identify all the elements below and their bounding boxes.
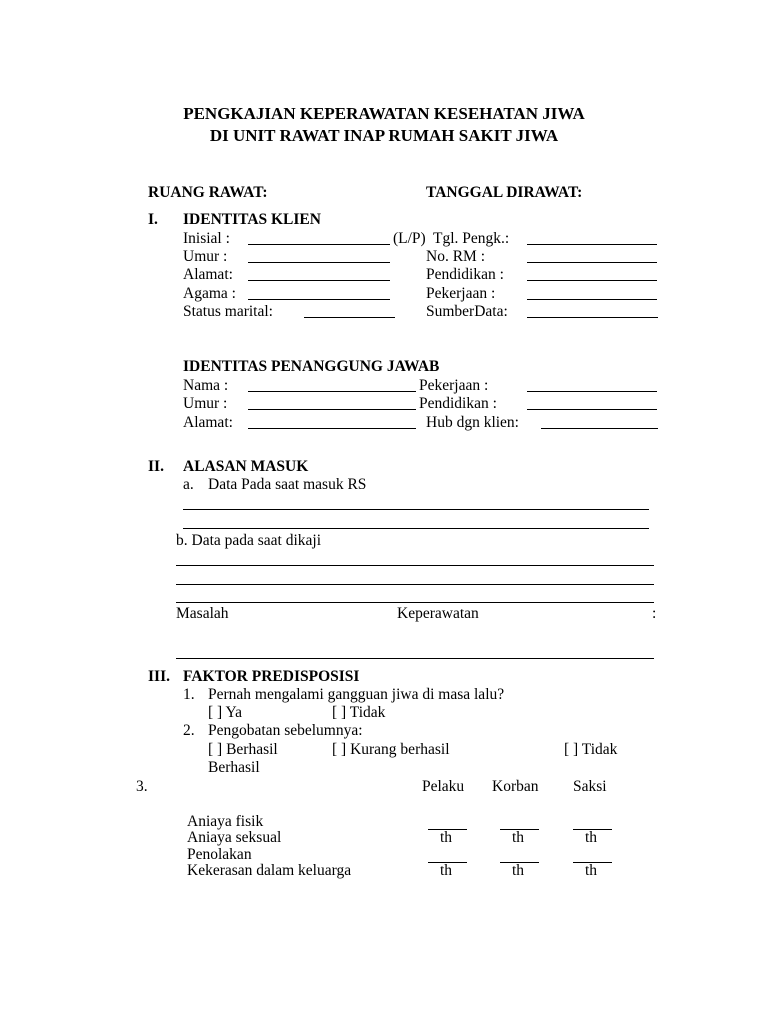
- row-penolakan: Penolakan: [187, 846, 252, 863]
- item-a-label: Data Pada saat masuk RS: [208, 476, 367, 493]
- umur-field[interactable]: [248, 262, 390, 263]
- sumber-data-field[interactable]: [527, 317, 658, 318]
- tgl-pengkajian-field[interactable]: [527, 244, 657, 245]
- q2-number: 2.: [183, 722, 195, 739]
- q1-tidak-checkbox[interactable]: [ ] Tidak: [332, 704, 386, 721]
- lp-label: (L/P): [393, 230, 426, 247]
- q2-tidak-berhasil-continuation: Berhasil: [208, 759, 260, 776]
- q1-ya-checkbox[interactable]: [ ] Ya: [208, 704, 243, 721]
- row-kekerasan-keluarga: Kekerasan dalam keluarga: [187, 862, 352, 879]
- col-header-pelaku: Pelaku: [422, 778, 465, 795]
- inisial-field[interactable]: [248, 244, 390, 245]
- section-3-heading: FAKTOR PREDISPOSISI: [183, 668, 360, 685]
- masalah-keperawatan-line[interactable]: [176, 658, 654, 659]
- status-marital-field[interactable]: [304, 317, 395, 318]
- data-dikaji-line-2[interactable]: [176, 584, 654, 585]
- pj-pekerjaan-label: Pekerjaan :: [419, 377, 489, 394]
- col-header-korban: Korban: [492, 778, 539, 795]
- q2-berhasil-checkbox[interactable]: [ ] Berhasil: [208, 741, 278, 758]
- row-aniaya-fisik: Aniaya fisik: [187, 813, 264, 830]
- pj-nama-field[interactable]: [248, 391, 416, 392]
- inisial-label: Inisial :: [183, 230, 230, 247]
- data-masuk-line-2[interactable]: [183, 528, 649, 529]
- pj-alamat-label: Alamat:: [183, 414, 233, 431]
- pekerjaan-field[interactable]: [527, 299, 657, 300]
- pelaku-th-label: th: [440, 829, 453, 846]
- tanggal-dirawat-label: TANGGAL DIRAWAT:: [426, 184, 583, 201]
- masalah-label: Masalah: [176, 605, 229, 622]
- masalah-colon: :: [652, 605, 657, 622]
- pj-alamat-field[interactable]: [248, 428, 416, 429]
- no-rm-field[interactable]: [527, 262, 657, 263]
- data-dikaji-line-3[interactable]: [176, 602, 654, 603]
- col-header-saksi: Saksi: [573, 778, 607, 795]
- q3-number: 3.: [136, 778, 148, 795]
- section-3-number: III.: [148, 668, 170, 685]
- form-title: PENGKAJIAN KEPERAWATAN KESEHATAN JIWA: [183, 104, 585, 123]
- q2-text: Pengobatan sebelumnya:: [208, 722, 363, 739]
- pj-hub-label: Hub dgn klien:: [426, 414, 519, 431]
- pekerjaan-label: Pekerjaan :: [426, 285, 496, 302]
- pj-umur-field[interactable]: [248, 409, 416, 410]
- section-1-number: I.: [148, 211, 158, 228]
- alamat-field[interactable]: [248, 280, 390, 281]
- pj-pekerjaan-field[interactable]: [527, 391, 657, 392]
- pj-pendidikan-label: Pendidikan :: [419, 395, 497, 412]
- saksi-th-label: th: [585, 862, 598, 879]
- tgl-pengkajian-label: Tgl. Pengk.:: [433, 230, 510, 247]
- pj-pendidikan-field[interactable]: [527, 409, 657, 410]
- pj-hub-field[interactable]: [541, 428, 658, 429]
- pj-umur-label: Umur :: [183, 395, 228, 412]
- q2-tidak-berhasil-checkbox[interactable]: [ ] Tidak: [564, 741, 618, 758]
- row-aniaya-seksual: Aniaya seksual: [187, 829, 282, 846]
- item-a-number: a.: [183, 476, 194, 493]
- pj-nama-label: Nama :: [183, 377, 229, 394]
- form-subtitle: DI UNIT RAWAT INAP RUMAH SAKIT JIWA: [209, 126, 559, 145]
- item-b-label: b. Data pada saat dikaji: [176, 532, 322, 549]
- agama-field[interactable]: [248, 299, 390, 300]
- pendidikan-label: Pendidikan :: [426, 266, 504, 283]
- umur-label: Umur :: [183, 248, 228, 265]
- data-masuk-line-1[interactable]: [183, 509, 649, 510]
- no-rm-label: No. RM :: [426, 248, 485, 265]
- alamat-label: Alamat:: [183, 266, 233, 283]
- section-2-heading: ALASAN MASUK: [183, 458, 309, 475]
- section-1-heading: IDENTITAS KLIEN: [183, 211, 321, 228]
- saksi-th-label: th: [585, 829, 598, 846]
- korban-th-label: th: [512, 829, 525, 846]
- q1-number: 1.: [183, 686, 195, 703]
- ruang-rawat-label: RUANG RAWAT:: [148, 184, 268, 201]
- sumber-data-label: SumberData:: [426, 303, 508, 320]
- keperawatan-label: Keperawatan: [397, 605, 479, 622]
- status-marital-label: Status marital:: [183, 303, 273, 320]
- pendidikan-field[interactable]: [527, 280, 657, 281]
- korban-th-label: th: [512, 862, 525, 879]
- q2-kurang-berhasil-checkbox[interactable]: [ ] Kurang berhasil: [332, 741, 450, 758]
- agama-label: Agama :: [183, 285, 236, 302]
- data-dikaji-line-1[interactable]: [176, 565, 654, 566]
- q1-text: Pernah mengalami gangguan jiwa di masa lalu?: [208, 686, 505, 703]
- section-2-number: II.: [148, 458, 164, 475]
- penanggung-jawab-heading: IDENTITAS PENANGGUNG JAWAB: [183, 358, 440, 375]
- pelaku-th-label: th: [440, 862, 453, 879]
